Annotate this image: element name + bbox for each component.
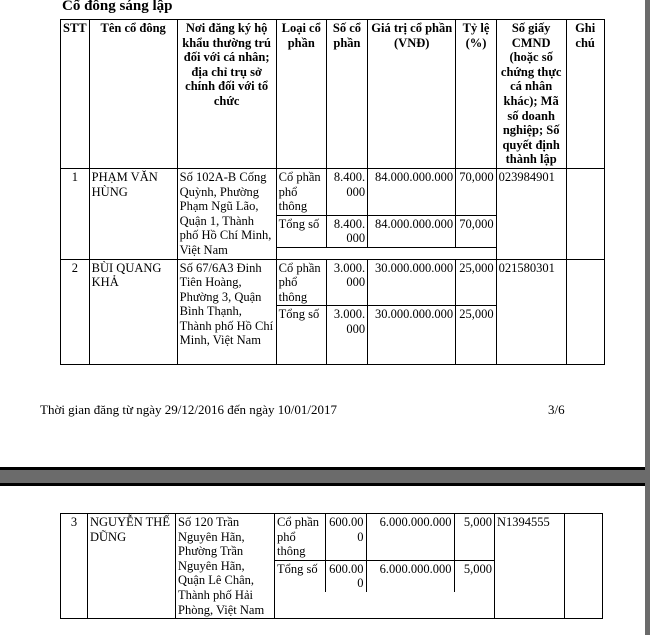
- row-id: 021580301: [496, 259, 566, 364]
- share-qty: 8.400.000: [327, 169, 368, 215]
- total-qty: 600.000: [325, 560, 366, 592]
- share-value: 30.000.000.000: [368, 260, 456, 306]
- header-name: Tên cổ đông: [89, 20, 177, 169]
- table-row: [61, 259, 605, 364]
- share-type: Cổ phần phổ thông: [278, 260, 321, 304]
- header-value: Giá trị cổ phần (VNĐ): [368, 20, 456, 169]
- shareholder-table: [60, 19, 605, 365]
- row-note: [565, 514, 603, 619]
- page-edge: [0, 483, 645, 486]
- share-value: 6.000.000.000: [366, 514, 454, 560]
- row-address: Số 102A-B Cống Quỳnh, Phường Phạm Ngũ Lão, Quận 1, Thành phố Hồ Chí Minh, Việt Nam: [177, 168, 276, 259]
- row-stt: 1: [61, 168, 90, 259]
- header-type: Loại cổ phần: [276, 20, 326, 169]
- share-detail-table: [277, 169, 496, 258]
- total-value: 84.000.000.000: [368, 215, 456, 247]
- document-page-2: [0, 483, 645, 635]
- share-detail-table: [277, 260, 496, 364]
- row-stt: 3: [61, 514, 88, 619]
- total-ratio: 25,000: [456, 306, 496, 364]
- page-edge: [0, 467, 645, 470]
- row-name: BÙI QUANG KHẢ: [89, 259, 177, 364]
- spacer-row: [277, 247, 496, 258]
- total-ratio: 5,000: [454, 560, 494, 592]
- footer-period: Thời gian đăng từ ngày 29/12/2016 đến ngày 10/01/2017: [40, 402, 337, 417]
- row-stt: 2: [61, 259, 90, 364]
- share-qty: 600.000: [325, 514, 366, 560]
- share-value: 84.000.000.000: [368, 169, 456, 215]
- row-id: 023984901: [496, 168, 566, 259]
- total-ratio: 70,000: [456, 215, 496, 247]
- row-note: [566, 168, 604, 259]
- shareholder-table-continued: [60, 513, 603, 619]
- share-type: Cổ phần phổ thông: [277, 515, 320, 559]
- row-name: NGUYỄN THẾ DŨNG: [88, 514, 176, 619]
- row-address: Số 120 Trần Nguyên Hãn, Phường Trần Nguyên Hãn, Quận Lê Chân, Thành phố Hải Phòng, Việt Nam: [176, 514, 275, 619]
- total-label: Tổng số: [277, 215, 327, 247]
- row-note: [566, 259, 604, 364]
- share-ratio: 70,000: [456, 169, 496, 215]
- total-qty: 3.000.000: [327, 306, 368, 364]
- total-value: 6.000.000.000: [366, 560, 454, 592]
- header-ratio: Tỷ lệ (%): [456, 20, 496, 169]
- table-row: [61, 168, 605, 259]
- share-ratio: 5,000: [454, 514, 494, 560]
- share-type: Cổ phần phổ thông: [278, 169, 321, 214]
- footer-page-number: 3/6: [548, 402, 565, 417]
- header-address: Nơi đăng ký hộ khẩu thường trú đối với cá nhân; địa chỉ trụ sở chính đối với tổ chức: [177, 20, 276, 169]
- share-ratio: 25,000: [456, 260, 496, 306]
- share-detail-table: [275, 514, 494, 592]
- header-qty: Số cổ phần: [326, 20, 367, 169]
- share-qty: 3.000.000: [327, 260, 368, 306]
- section-title: Cổ đông sáng lập: [62, 0, 173, 14]
- total-label: Tổng số: [277, 306, 327, 364]
- total-value: 30.000.000.000: [368, 306, 456, 364]
- table-row: [61, 514, 603, 619]
- table-header-row: [61, 20, 605, 169]
- header-id: Số giấy CMND (hoặc số chứng thực cá nhân khác); Mã số doanh nghiệp; Số quyết định thành lập: [496, 20, 566, 169]
- share-detail-cell: [276, 259, 496, 364]
- share-detail-cell: [275, 514, 495, 619]
- total-label: Tổng số: [275, 560, 325, 592]
- header-stt: STT: [61, 20, 90, 169]
- header-note: Ghi chú: [566, 20, 604, 169]
- row-address: Số 67/6A3 Đinh Tiên Hoàng, Phường 3, Quận Bình Thạnh, Thành phố Hồ Chí Minh, Việt Nam: [177, 259, 276, 364]
- row-name: PHẠM VĂN HÙNG: [89, 168, 177, 259]
- share-detail-cell: [276, 168, 496, 259]
- row-id: N1394555: [495, 514, 565, 619]
- total-qty: 8.400.000: [327, 215, 368, 247]
